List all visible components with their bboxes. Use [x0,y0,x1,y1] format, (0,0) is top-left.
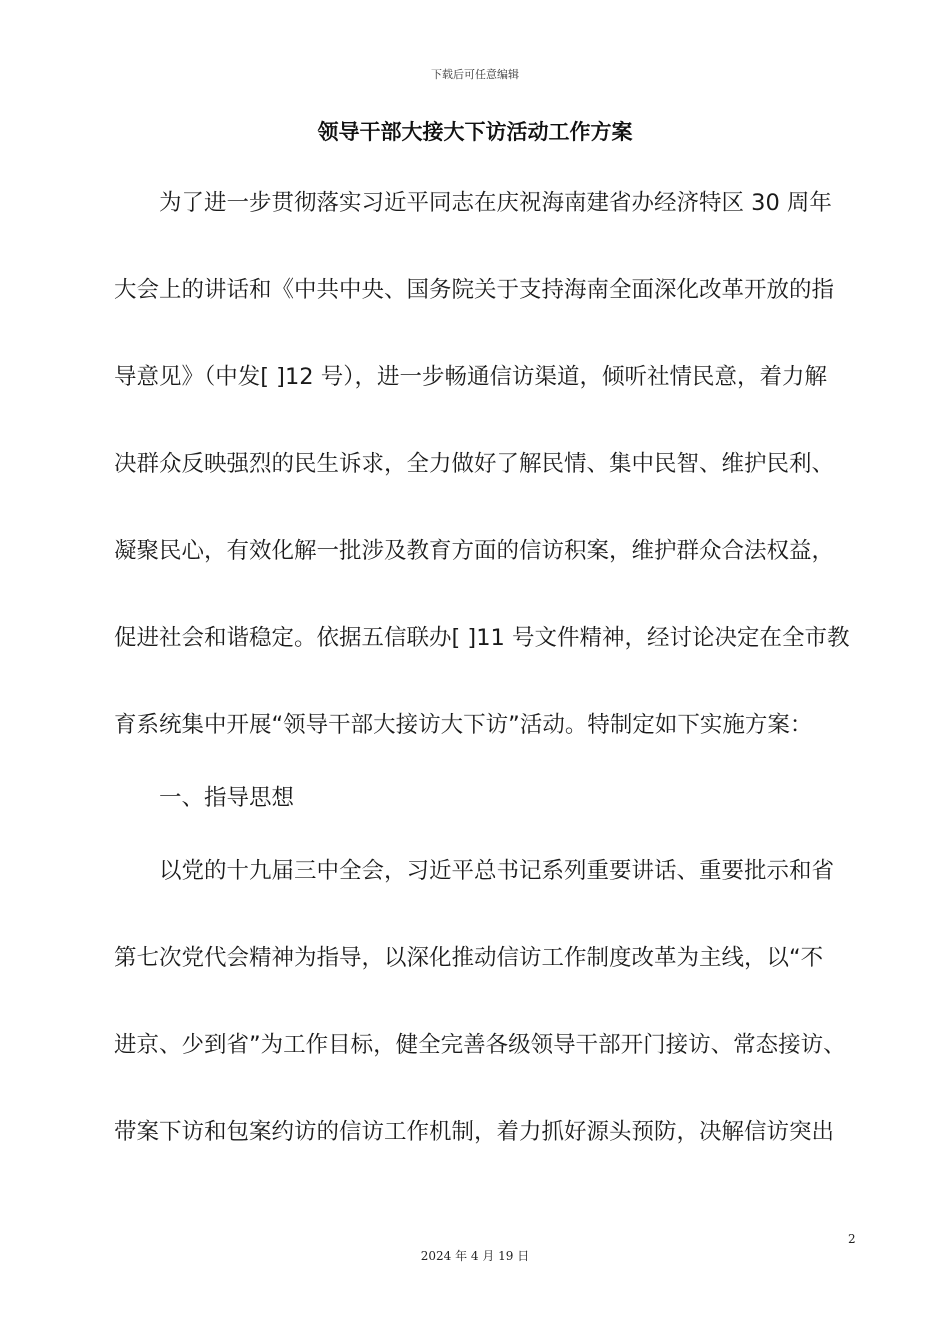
footer-date: 2024 年 4 月 19 日 [420,1249,530,1263]
paragraph-line: 进京、少到省”为工作目标，健全完善各级领导干部开门接访、常态接访、 [114,1032,846,1058]
paragraph-line: 育系统集中开展“领导干部大接访大下访”活动。特制定如下实施方案： [114,712,813,738]
paragraph-line: 第七次党代会精神为指导，以深化推动信访工作制度改革为主线，以“不 [114,945,824,971]
paragraph-line: 为了进一步贯彻落实习近平同志在庆祝海南建省办经济特区 30 周年 [159,190,832,216]
paragraph-line: 大会上的讲话和《中共中央、国务院关于支持海南全面深化改革开放的指 [114,277,835,303]
page-number: 2 [848,1232,856,1246]
header-note: 下载后可任意编辑 [431,68,519,81]
document-title: 领导干部大接大下访活动工作方案 [317,120,633,144]
section-heading: 一、指导思想 [159,785,295,811]
paragraph-line: 促进社会和谐稳定。依据五信联办[ ]11 号文件精神，经讨论决定在全市教 [114,625,850,651]
paragraph-line: 决群众反映强烈的民生诉求，全力做好了解民情、集中民智、维护民利、 [114,451,835,477]
paragraph-line: 凝聚民心，有效化解一批涉及教育方面的信访积案，维护群众合法权益， [114,538,835,564]
paragraph-line: 导意见》（中发[ ]12 号），进一步畅通信访渠道，倾听社情民意，着力解 [114,364,827,390]
paragraph-line: 以党的十九届三中全会，习近平总书记系列重要讲话、重要批示和省 [159,858,835,884]
paragraph-line: 带案下访和包案约访的信访工作机制，着力抓好源头预防，决解信访突出 [114,1119,835,1145]
